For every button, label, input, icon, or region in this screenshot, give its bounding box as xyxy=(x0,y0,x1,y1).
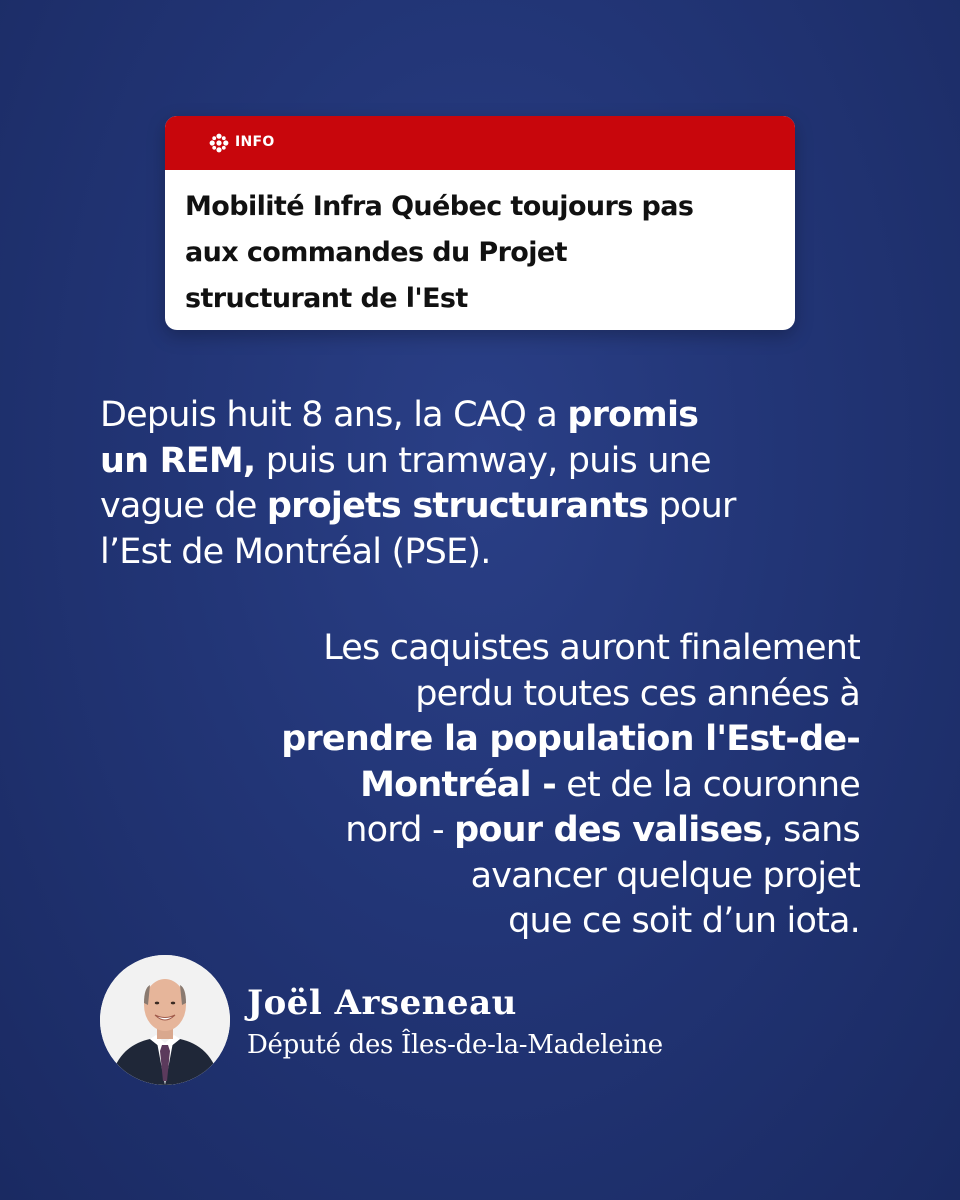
news-card-header xyxy=(165,116,795,170)
paragraph-line: que ce soit d’un iota. xyxy=(508,901,860,941)
news-headline[interactable] xyxy=(185,184,775,322)
headline-line: Mobilité Infra Québec toujours pas xyxy=(185,191,694,222)
headline-line: aux commandes du Projet xyxy=(185,237,567,268)
paragraph-line: vague de projets structurants pour xyxy=(100,486,736,526)
author-name: Joël Arseneau xyxy=(247,983,517,1023)
cbc-gem-icon xyxy=(209,133,229,153)
author-role: Député des Îles-de-la-Madeleine xyxy=(247,1030,663,1060)
paragraph-line: perdu toutes ces années à xyxy=(415,673,860,714)
quote-paragraph-1 xyxy=(100,393,820,575)
quote-paragraph-2 xyxy=(200,626,860,945)
paragraph-line: un REM, puis un tramway, puis une xyxy=(100,440,711,481)
paragraph-line: l’Est de Montréal (PSE). xyxy=(100,531,491,572)
paragraph-line: Montréal - et de la couronne xyxy=(360,764,860,805)
portrait-avatar xyxy=(100,955,230,1085)
paragraph-line: Les caquistes auront finalement xyxy=(323,628,860,668)
paragraph-line: Depuis huit 8 ans, la CAQ a promis xyxy=(100,395,699,435)
paragraph-line: prendre la population l'Est-de- xyxy=(281,719,860,759)
portrait-avatar-icon xyxy=(100,955,230,1085)
info-badge: INFO xyxy=(235,134,275,150)
paragraph-line: nord - pour des valises, sans xyxy=(345,810,860,850)
paragraph-line: avancer quelque projet xyxy=(470,855,860,896)
news-card[interactable] xyxy=(165,116,795,330)
headline-line: structurant de l'Est xyxy=(185,283,468,314)
